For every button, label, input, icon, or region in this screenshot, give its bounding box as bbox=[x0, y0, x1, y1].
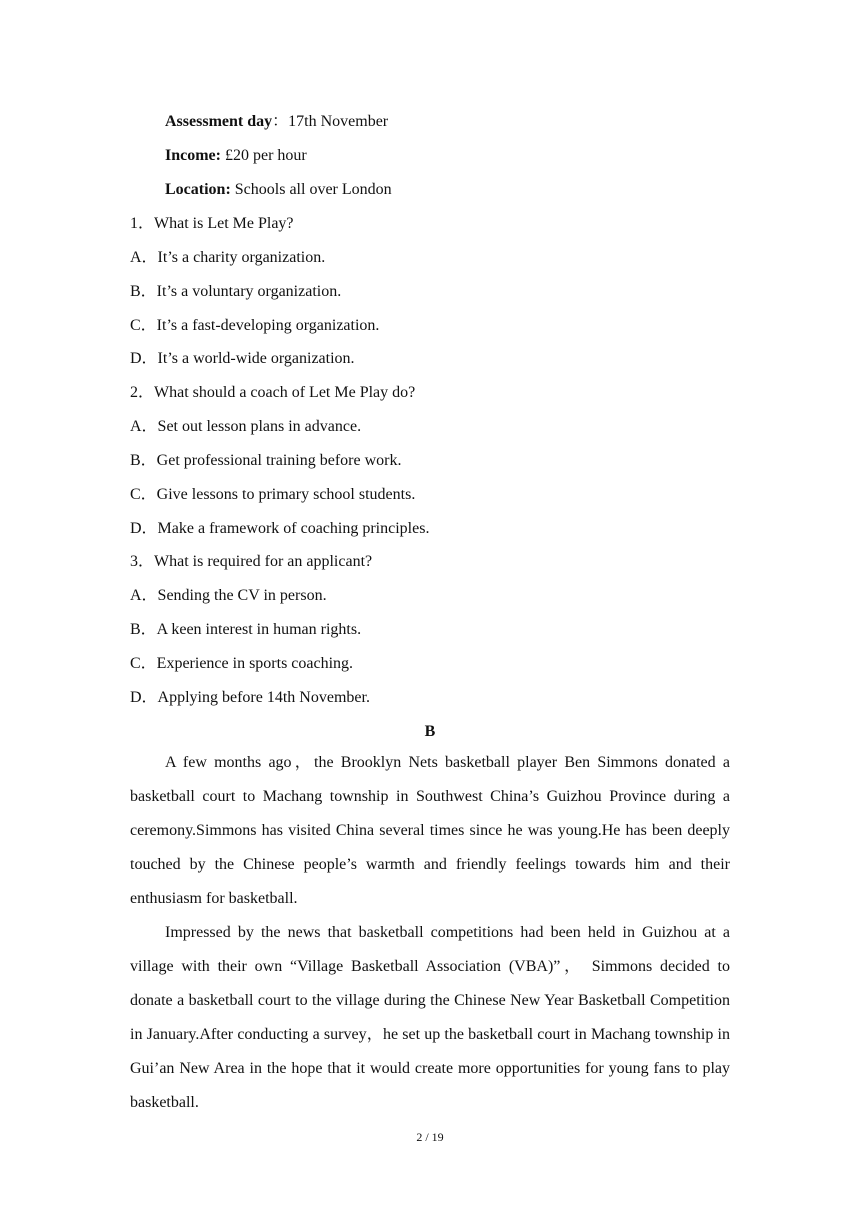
info-value: 17th November bbox=[288, 113, 389, 130]
answer-option: B．A keen interest in human rights. bbox=[130, 621, 362, 638]
question-stem: 3．What is required for an applicant? bbox=[130, 553, 373, 570]
answer-option: C．Give lessons to primary school students. bbox=[130, 486, 416, 503]
info-assessment-day bbox=[165, 112, 388, 132]
info-label: Location: bbox=[165, 181, 231, 198]
answer-option: A．Sending the CV in person. bbox=[130, 587, 327, 604]
answer-option: B．It’s a voluntary organization. bbox=[130, 283, 342, 300]
answer-option: D．It’s a world-wide organization. bbox=[130, 350, 355, 367]
page-number: 2 / 19 bbox=[416, 1130, 444, 1144]
info-value: Schools all over London bbox=[234, 181, 392, 198]
section-heading: B bbox=[424, 723, 436, 740]
answer-option: A．It’s a charity organization. bbox=[130, 249, 326, 266]
answer-option: B．Get professional training before work. bbox=[130, 452, 402, 469]
passage-paragraph: Impressed by the news that basketball competitions had been held in Guizhou at a village with their own “Village Basketball Association (VBA)”， Simmons decided to donate a basketball court to the village during the Chinese New Year Basketball Competition in January.After conducting a survey，he set up the basketball court in Machang township in Gui’an New Area in the hope that it would create more opportunities for young fans to play basketball. bbox=[130, 924, 730, 1111]
info-separator: ： bbox=[272, 113, 289, 130]
answer-option: D．Make a framework of coaching principles. bbox=[130, 520, 430, 537]
answer-option: D．Applying before 14th November. bbox=[130, 689, 370, 706]
info-income bbox=[165, 146, 307, 166]
answer-option: C．Experience in sports coaching. bbox=[130, 655, 354, 672]
info-label: Income: bbox=[165, 147, 221, 164]
question-stem: 2．What should a coach of Let Me Play do? bbox=[130, 384, 416, 401]
answer-option: A．Set out lesson plans in advance. bbox=[130, 418, 362, 435]
question-stem: 1．What is Let Me Play? bbox=[130, 215, 294, 232]
answer-option: C．It’s a fast-developing organization. bbox=[130, 317, 380, 334]
info-location bbox=[165, 180, 392, 200]
info-value: £20 per hour bbox=[224, 147, 307, 164]
info-label: Assessment day bbox=[165, 113, 273, 130]
passage-paragraph: A few months ago，the Brooklyn Nets basketball player Ben Simmons donated a basketball court to Machang township in Southwest China’s Guizhou Province during a ceremony.Simmons has visited China several times since he was young.He has been deeply touched by the Chinese people’s warmth and friendly feelings towards him and their enthusiasm for basketball. bbox=[130, 754, 730, 907]
